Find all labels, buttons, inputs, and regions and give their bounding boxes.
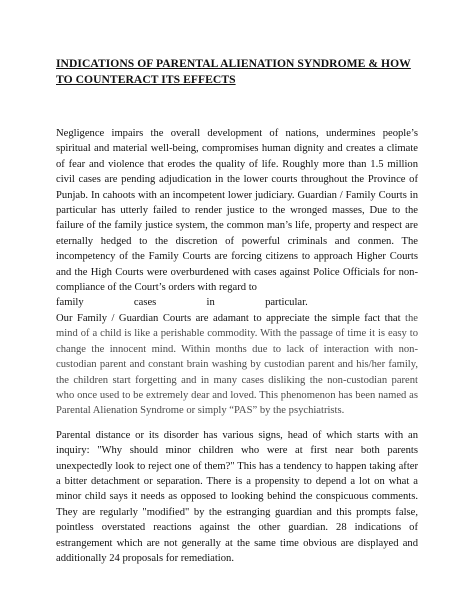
- word-particular: particular.: [265, 297, 308, 309]
- paragraph-1-last-line: [56, 295, 418, 310]
- paragraph-2-rest: the mind of a child is like a perishable commodity. With the passage of time it is easy to change the innocent mind. Within months due to lack of interaction with non-custodian parent and constant brain washing by custodian parent and his/her family, the children start forgetting and in many cases disliking the non-custodian parent who once used to be extremely dear and loved. This phenomenon has been named as Parental Alienation Syndrome or simply “PAS” by the psychiatrists.: [56, 312, 418, 417]
- line-spacer: [358, 295, 418, 310]
- document-title: INDICATIONS OF PARENTAL ALIENATION SYNDROME & HOW TO COUNTERACT ITS EFFECTS: [56, 57, 411, 86]
- paragraph-3: Parental distance or its disorder has various signs, head of which starts with an inquiry: "Why should minor children who were at first near both parents unexpectedly look to reject one of them?" This has a tendency to happen taking after a bitter detachment or separation. There is a propensity to depend a lot on what a minor child says it needs as opposed to looking behind the conspicuous comments. They are regularly "modified" by the estranging guardian and this prompts false, pointless overstated reactions against the other guardian. 28 indications of estrangement which are not generally at the same time obvious are displayed and additionally 24 proposals for remediation.: [56, 429, 418, 564]
- paragraph-2: [56, 311, 418, 419]
- paragraph-1-text: Negligence impairs the overall development of nations, undermines people’s spiritual and material well-being, compromises human dignity and creates a climate of fear and violence that erodes the quality of life. Roughly more than 1.5 million civil cases are pending adjudication in the lower courts throughout the Province of Punjab. In cahoots with an incompetent lower judiciary. Guardian / Family Courts in particular has utterly failed to render justice to the wronged masses, Due to the failure of the family justice system, the common man’s life, property and respect are eternally hedged to the discretion of powerful criminals and conmen. The incompetency of the Family Courts are forcing citizens to approach Higher Courts and the High Courts were overburdened with cases against Police Officials for non- compliance of the Court’s orders with regard to: [56, 128, 418, 294]
- word-cases: cases: [133, 297, 157, 309]
- paragraph-2-lead: Our Family / Guardian Courts are adamant to appreciate the simple fact that: [56, 312, 401, 324]
- word-in: in: [206, 297, 215, 309]
- word-family: family: [56, 297, 84, 309]
- paragraph-1: [56, 126, 418, 295]
